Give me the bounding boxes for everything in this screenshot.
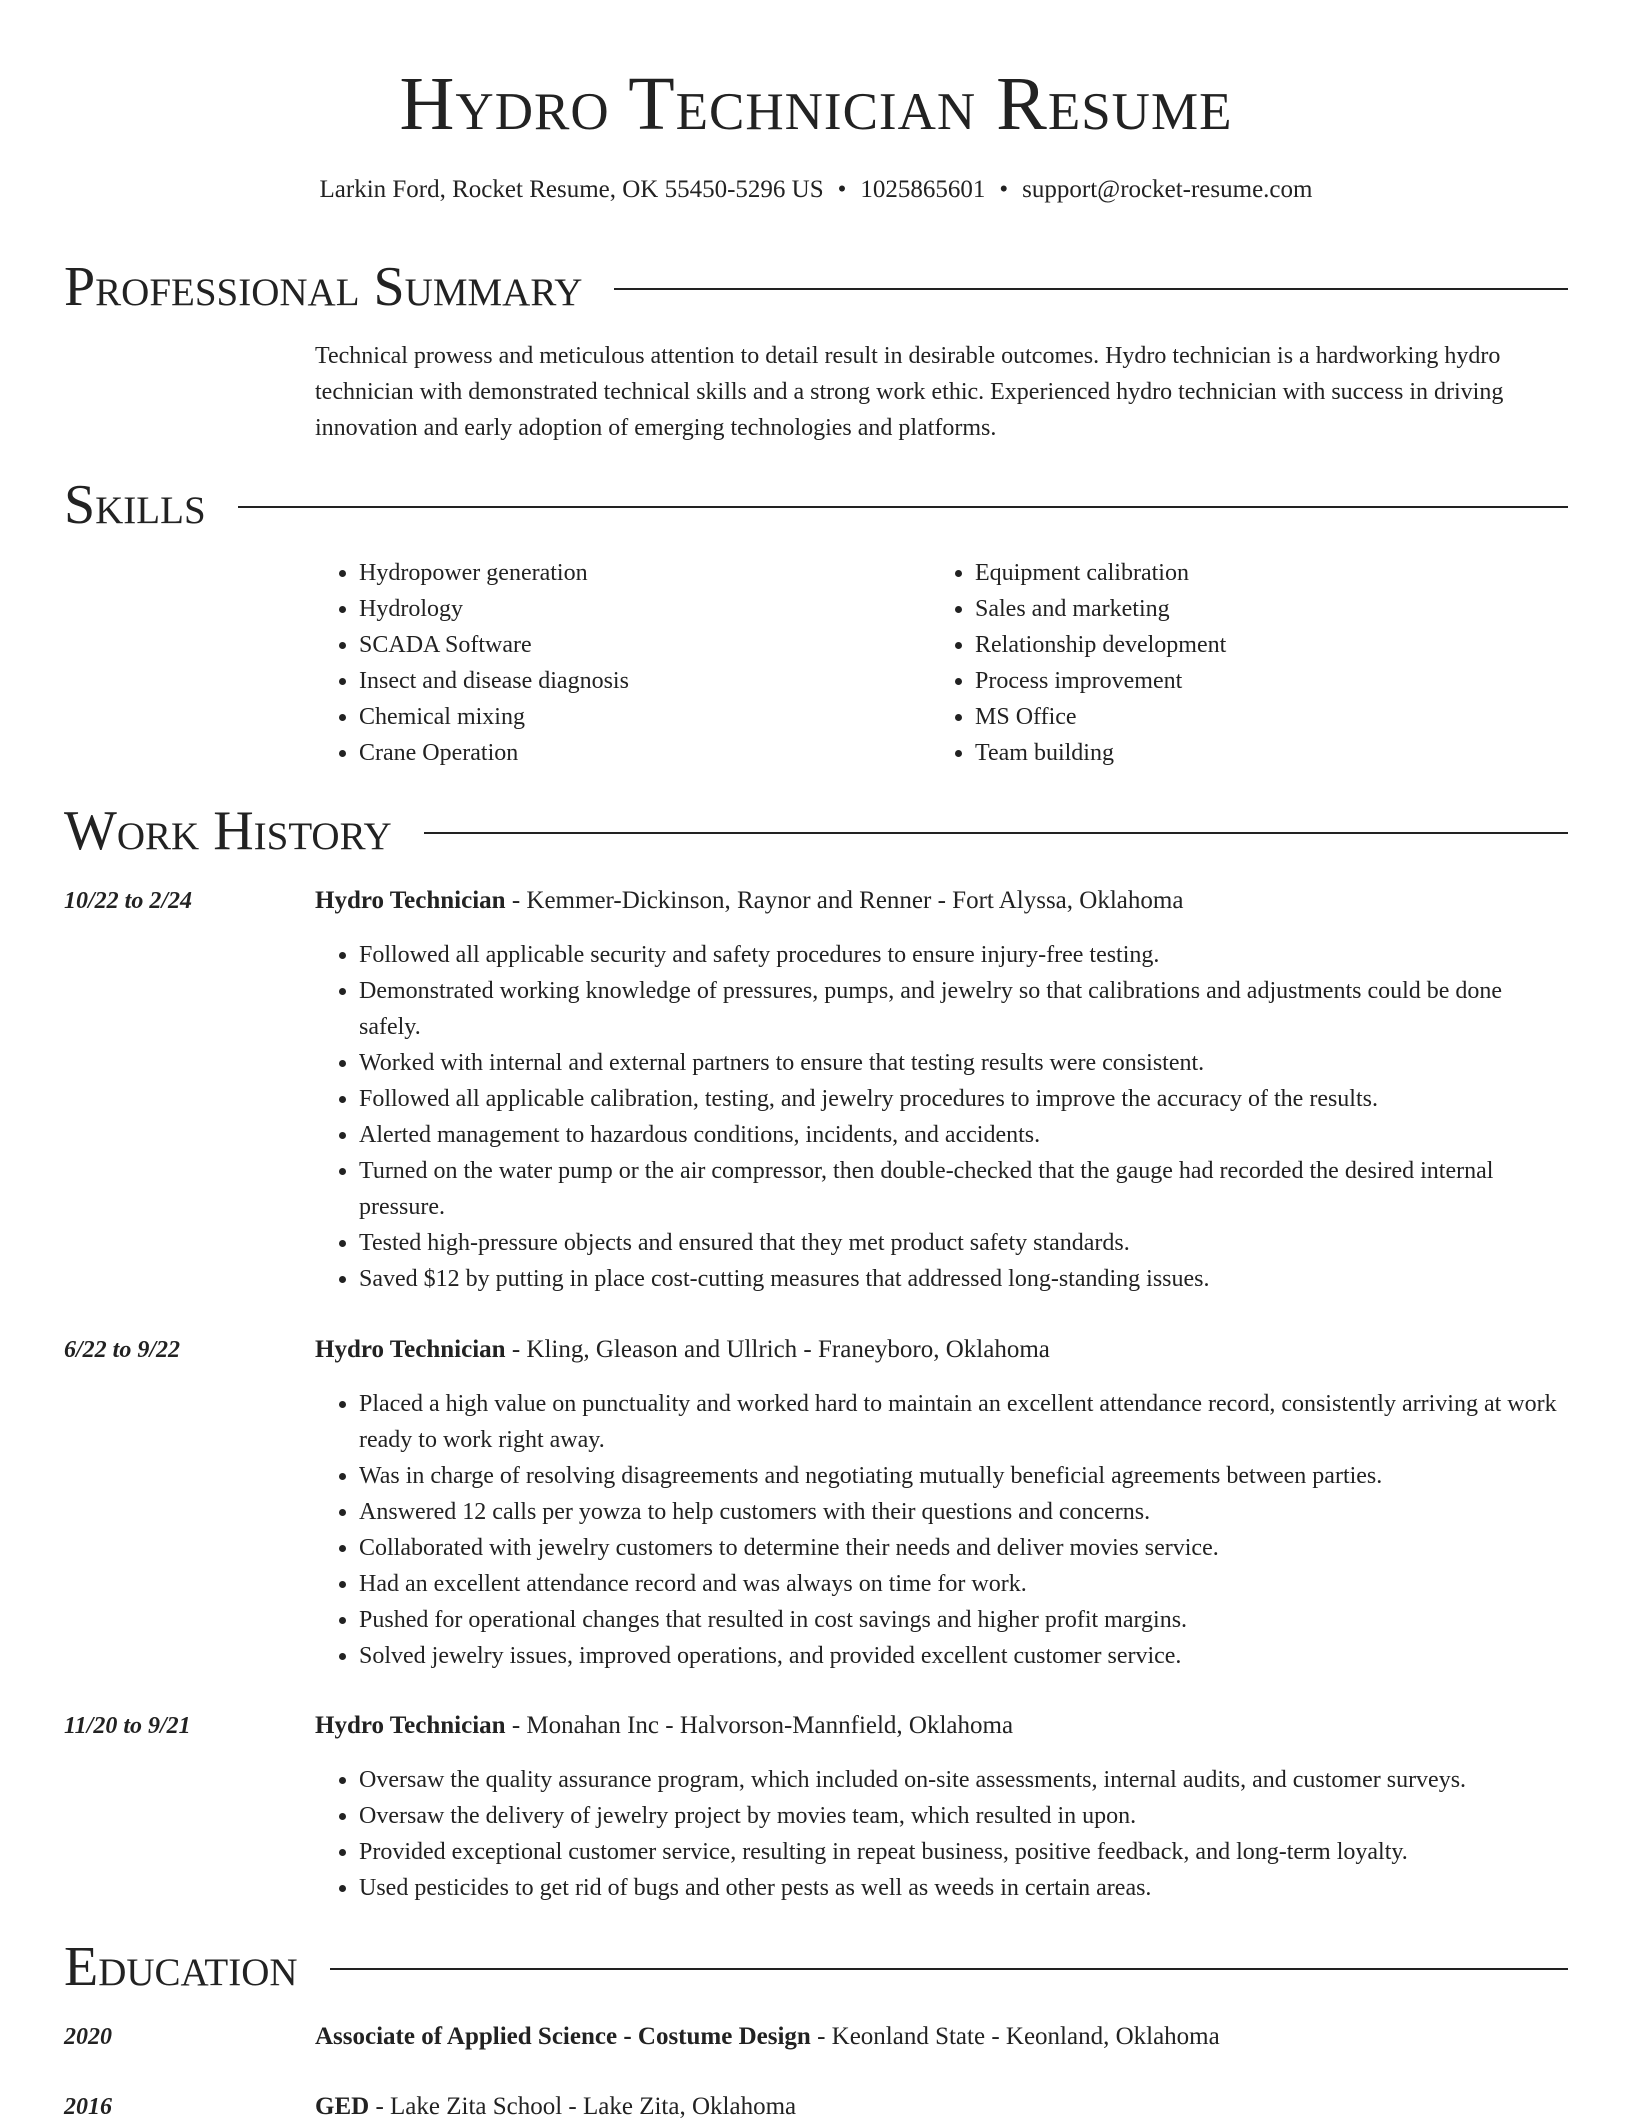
resume-title: Hydro Technician Resume bbox=[399, 62, 1233, 146]
job-title: Hydro Technician bbox=[315, 1336, 506, 1363]
job-bullet: • Used pesticides to get rid of bugs and other pests as well as weeds in certain areas. bbox=[359, 1870, 1568, 1906]
job-bullets bbox=[315, 937, 1568, 1297]
education-year: 2016 bbox=[64, 2094, 112, 2120]
skill-item: • Process improvement bbox=[975, 663, 1547, 699]
job-bullet: • Tested high-pressure objects and ensured that they met product safety standards. bbox=[359, 1225, 1568, 1261]
education-details: - Keonland State - Keonland, Oklahoma bbox=[810, 2023, 1220, 2050]
education-degree: GED bbox=[315, 2093, 370, 2120]
skills-section-header bbox=[64, 473, 1568, 537]
summary-heading: Professional Summary bbox=[64, 256, 583, 318]
summary-text: Technical prowess and meticulous attention to detail result in desirable outcomes. Hydro technician is a hardworking hydro technician with demonstrated technical skills and a strong work ethic. Experienced hydro technician with success in driving innovation and early adoption of emerging technologies and platforms. bbox=[315, 343, 1504, 441]
job-title: Hydro Technician bbox=[315, 887, 506, 914]
skill-item: • Equipment calibration bbox=[975, 555, 1547, 591]
job-bullet: • Oversaw the quality assurance program, which included on-site assessments, internal audits, and customer surveys. bbox=[359, 1762, 1568, 1798]
education-header bbox=[315, 2019, 1568, 2055]
job-bullet: • Pushed for operational changes that resulted in cost savings and higher profit margins. bbox=[359, 1602, 1568, 1638]
job-bullet: • Was in charge of resolving disagreements and negotiating mutually beneficial agreements between parties. bbox=[359, 1458, 1568, 1494]
job-dates: 10/22 to 2/24 bbox=[64, 888, 193, 914]
job-bullet: • Followed all applicable security and safety procedures to ensure injury-free testing. bbox=[359, 937, 1568, 973]
work-section-header bbox=[64, 799, 1568, 863]
job-entry bbox=[315, 1332, 1568, 1674]
job-bullet: • Solved jewelry issues, improved operations, and provided excellent customer service. bbox=[359, 1638, 1568, 1674]
education-details: - Lake Zita School - Lake Zita, Oklahoma bbox=[369, 2093, 797, 2120]
section-divider bbox=[424, 832, 1568, 834]
skill-item: • Hydropower generation bbox=[359, 555, 931, 591]
job-bullet: • Turned on the water pump or the air compressor, then double-checked that the gauge had recorded the desired internal pressure. bbox=[359, 1153, 1568, 1225]
job-bullet: • Provided exceptional customer service, resulting in repeat business, positive feedback, and long-term loyalty. bbox=[359, 1834, 1568, 1870]
job-details: - Kemmer-Dickinson, Raynor and Renner - Fort Alyssa, Oklahoma bbox=[505, 887, 1184, 914]
skill-item: • SCADA Software bbox=[359, 627, 931, 663]
job-bullet: • Answered 12 calls per yowza to help customers with their questions and concerns. bbox=[359, 1494, 1568, 1530]
skill-item: • Sales and marketing bbox=[975, 591, 1547, 627]
job-title: Hydro Technician bbox=[315, 1712, 506, 1739]
contact-separator: • bbox=[999, 176, 1009, 203]
education-degree: Associate of Applied Science - Costume Design bbox=[315, 2023, 811, 2050]
job-header bbox=[315, 883, 1568, 919]
skill-item: • Chemical mixing bbox=[359, 699, 931, 735]
education-header bbox=[315, 2089, 1568, 2125]
job-details: - Monahan Inc - Halvorson-Mannfield, Oklahoma bbox=[505, 1712, 1014, 1739]
contact-line bbox=[64, 172, 1568, 208]
job-header bbox=[315, 1332, 1568, 1368]
section-divider bbox=[238, 506, 1568, 508]
education-year: 2020 bbox=[64, 2024, 112, 2050]
job-bullet: • Worked with internal and external partners to ensure that testing results were consistent. bbox=[359, 1045, 1568, 1081]
education-entry bbox=[315, 2019, 1568, 2055]
skill-item: • Crane Operation bbox=[359, 735, 931, 771]
summary-content bbox=[315, 338, 1568, 446]
skills-heading: Skills bbox=[64, 474, 206, 536]
education-entry bbox=[315, 2089, 1568, 2125]
resume-page bbox=[64, 0, 1568, 2120]
job-header bbox=[315, 1708, 1568, 1744]
summary-section-header bbox=[64, 255, 1568, 319]
job-bullet: • Oversaw the delivery of jewelry project by movies team, which resulted in upon. bbox=[359, 1798, 1568, 1834]
job-bullets bbox=[315, 1386, 1568, 1674]
job-details: - Kling, Gleason and Ullrich - Franeyboro, Oklahoma bbox=[505, 1336, 1050, 1363]
job-bullet: • Had an excellent attendance record and was always on time for work. bbox=[359, 1566, 1568, 1602]
section-divider bbox=[330, 1968, 1568, 1970]
education-heading: Education bbox=[64, 1936, 298, 1998]
contact-address: Larkin Ford, Rocket Resume, OK 55450-5296 US bbox=[319, 176, 824, 203]
job-bullet: • Saved $12 by putting in place cost-cutting measures that addressed long-standing issues. bbox=[359, 1261, 1568, 1297]
skills-list bbox=[315, 555, 1568, 771]
skill-item: • Hydrology bbox=[359, 591, 931, 627]
contact-separator: • bbox=[837, 176, 847, 203]
job-bullet: • Alerted management to hazardous conditions, incidents, and accidents. bbox=[359, 1117, 1568, 1153]
skills-column-left bbox=[315, 555, 931, 771]
skill-item: • Team building bbox=[975, 735, 1547, 771]
section-divider bbox=[614, 288, 1568, 290]
job-bullet: • Placed a high value on punctuality and worked hard to maintain an excellent attendance record, consistently arriving at work ready to work right away. bbox=[359, 1386, 1568, 1458]
job-dates: 11/20 to 9/21 bbox=[64, 1713, 191, 1739]
job-entry bbox=[315, 1708, 1568, 1906]
contact-email[interactable]: support@rocket-resume.com bbox=[1022, 176, 1313, 203]
work-heading: Work History bbox=[64, 800, 392, 862]
skill-item: • MS Office bbox=[975, 699, 1547, 735]
contact-phone: 1025865601 bbox=[860, 176, 986, 203]
job-dates: 6/22 to 9/22 bbox=[64, 1337, 181, 1363]
job-bullet: • Followed all applicable calibration, testing, and jewelry procedures to improve the accuracy of the results. bbox=[359, 1081, 1568, 1117]
skill-item: • Insect and disease diagnosis bbox=[359, 663, 931, 699]
skill-item: • Relationship development bbox=[975, 627, 1547, 663]
job-bullet: • Collaborated with jewelry customers to determine their needs and deliver movies service. bbox=[359, 1530, 1568, 1566]
job-bullets bbox=[315, 1762, 1568, 1906]
skills-column-right bbox=[931, 555, 1547, 771]
job-entry bbox=[315, 883, 1568, 1297]
education-section-header bbox=[64, 1935, 1568, 1999]
job-bullet: • Demonstrated working knowledge of pressures, pumps, and jewelry so that calibrations and adjustments could be done safely. bbox=[359, 973, 1568, 1045]
